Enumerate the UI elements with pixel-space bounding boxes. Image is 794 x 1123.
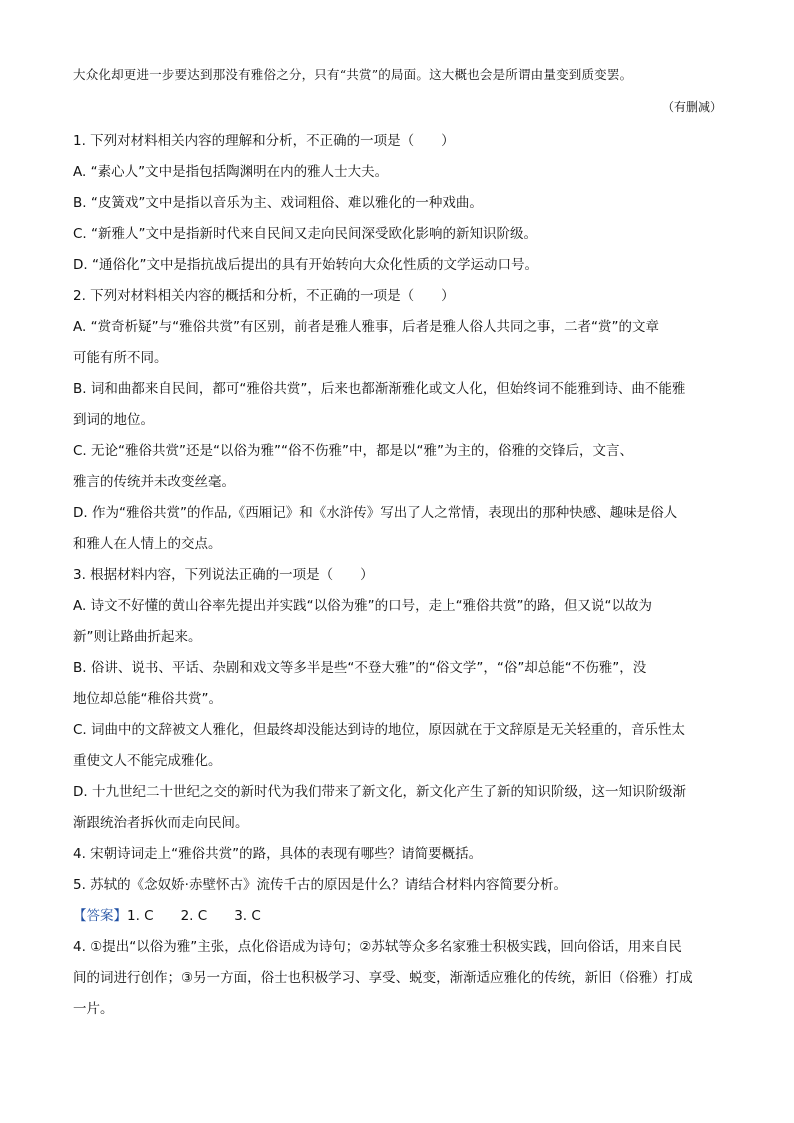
answer-4-line-3: 一片。 bbox=[73, 1001, 114, 1017]
answer-choices: 1. C 2. C 3. C bbox=[127, 908, 261, 924]
answer-4-line-2: 间的词进行创作；③另一方面，俗士也积极学习、享受、蜕变，渐渐适应雅化的传统，新旧（俗雅）打成 bbox=[73, 970, 693, 986]
question-1-option-d: D. “通俗化”文中是指抗战后提出的具有开始转向大众化性质的文学运动口号。 bbox=[73, 257, 538, 273]
question-1-option-b: B. “皮簧戏”文中是指以音乐为主、戏词粗俗、难以雅化的一种戏曲。 bbox=[73, 195, 483, 211]
question-2-option-c-cont: 雅言的传统并未改变丝毫。 bbox=[73, 474, 235, 490]
question-3-option-c: C. 词曲中的文辞被文人雅化，但最终却没能达到诗的地位，原因就在于文辞原是无关轻重的，音乐性太 bbox=[73, 722, 686, 738]
answer-4-line-1: 4. ①提出“以俗为雅”主张，点化俗语成为诗句；②苏轼等众多名家雅士积极实践，回向俗话，用来自民 bbox=[73, 939, 682, 955]
question-3-option-d-cont: 渐跟统治者拆伙而走向民间。 bbox=[73, 815, 249, 831]
question-2-option-b-cont: 到词的地位。 bbox=[73, 412, 154, 428]
question-2-option-d-cont: 和雅人在人情上的交点。 bbox=[73, 536, 222, 552]
question-1-option-a: A. “素心人”文中是指包括陶渊明在内的雅人士大夫。 bbox=[73, 164, 389, 180]
question-3-option-b: B. 俗讲、说书、平话、杂剧和戏文等多半是些“不登大雅”的“俗文学”，“俗”却总能“不伤雅”，没 bbox=[73, 660, 647, 676]
question-2-stem: 2. 下列对材料相关内容的概括和分析，不正确的一项是（ ） bbox=[73, 288, 455, 304]
question-3-stem: 3. 根据材料内容，下列说法正确的一项是（ ） bbox=[73, 567, 374, 583]
question-2-option-d: D. 作为“雅俗共赏”的作品,《西厢记》和《水浒传》写出了人之常情，表现出的那种快感、趣味是俗人 bbox=[73, 505, 678, 521]
question-2-option-b: B. 词和曲都来自民间，都可“雅俗共赏”，后来也都渐渐雅化或文人化，但始终词不能雅到诗、曲不能雅 bbox=[73, 381, 686, 397]
question-3-option-a-cont: 新”则让路曲折起来。 bbox=[73, 629, 202, 645]
answer-tag: 【答案】 bbox=[73, 908, 127, 924]
question-2-option-a-cont: 可能有所不同。 bbox=[73, 350, 168, 366]
question-2-option-c: C. 无论“雅俗共赏”还是“以俗为雅”“俗不伤雅”中，都是以“雅”为主的，俗雅的交锋后，文言、 bbox=[73, 443, 633, 459]
question-4-stem: 4. 宋朝诗词走上“雅俗共赏”的路，具体的表现有哪些？请简要概括。 bbox=[73, 846, 483, 862]
question-content bbox=[73, 126, 725, 1025]
question-3-option-c-cont: 重使文人不能完成雅化。 bbox=[73, 753, 222, 769]
answer-choices-line bbox=[73, 901, 725, 932]
question-2-option-a: A. “赏奇析疑”与“雅俗共赏”有区别，前者是雅人雅事，后者是雅人俗人共同之事，二者“赏”的文章 bbox=[73, 319, 660, 335]
intro-paragraph: 大众化却更进一步要达到那没有雅俗之分，只有“共赏”的局面。这大概也会是所谓由量变到质变罢。 bbox=[73, 67, 633, 82]
question-1-stem: 1. 下列对材料相关内容的理解和分析，不正确的一项是（ ） bbox=[73, 133, 455, 149]
question-3-option-b-cont: 地位却总能“稚俗共赏”。 bbox=[73, 691, 222, 707]
source-note: （有删减） bbox=[661, 100, 722, 114]
question-1-option-c: C. “新雅人”文中是指新时代来自民间又走向民间深受欧化影响的新知识阶级。 bbox=[73, 226, 537, 242]
question-3-option-d: D. 十九世纪二十世纪之交的新时代为我们带来了新文化，新文化产生了新的知识阶级，这一知识阶级渐 bbox=[73, 784, 686, 800]
question-5-stem: 5. 苏轼的《念奴娇·赤壁怀古》流传千古的原因是什么？请结合材料内容简要分析。 bbox=[73, 877, 567, 893]
question-3-option-a: A. 诗文不好懂的黄山谷率先提出并实践“以俗为雅”的口号，走上“雅俗共赏”的路，但又说“以故为 bbox=[73, 598, 653, 614]
